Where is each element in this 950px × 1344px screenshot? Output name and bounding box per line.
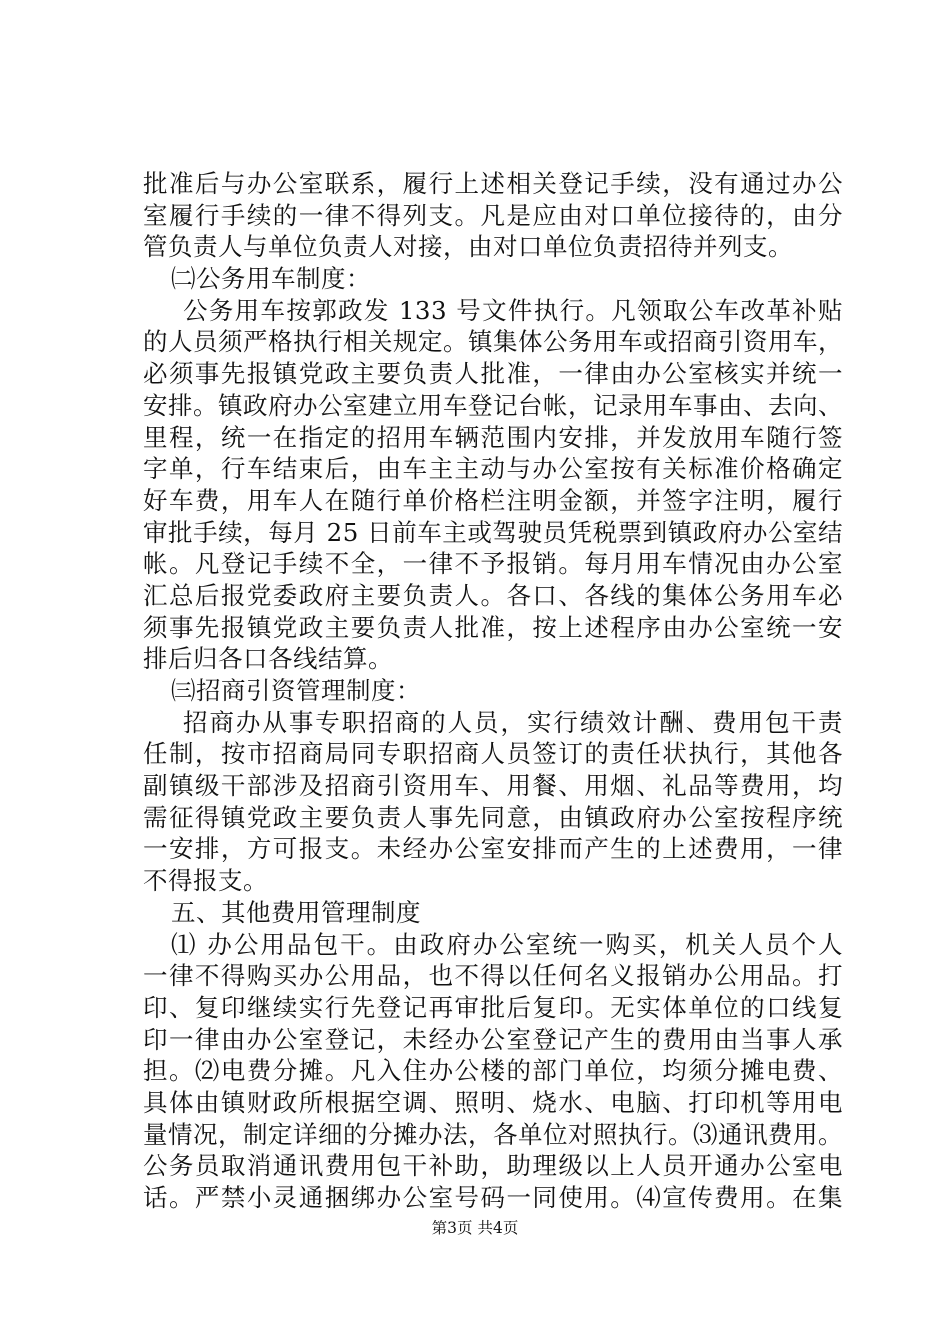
text-line: 一安排，方可报支。未经办公室安排而产生的上述费用，一律 (143, 834, 843, 864)
text-line: 室履行手续的一律不得列支。凡是应由对口单位接待的，由分 (143, 200, 843, 230)
text-line: 一律不得购买办公用品，也不得以任何名义报销办公用品。打 (143, 961, 843, 991)
text-line: 量情况，制定详细的分摊办法，各单位对照执行。⑶通讯费用。 (143, 1119, 843, 1149)
text-line: 批准后与办公室联系，履行上述相关登记手续，没有通过办公 (143, 169, 843, 198)
text-line: 帐。凡登记手续不全，一律不予报销。每月用车情况由办公室 (143, 549, 843, 579)
paragraph-start: ⑴ 办公用品包干。由政府办公室统一购买，机关人员个人 (171, 929, 843, 959)
text-line: 的人员须严格执行相关规定。镇集体公务用车或招商引资用车， (143, 327, 843, 357)
text-line: 印、复印继续实行先登记再审批后复印。无实体单位的口线复 (143, 992, 843, 1022)
paragraph-start: 公务用车按郭政发 133 号文件执行。凡领取公车改革补贴 (183, 295, 843, 325)
text-line: 里程，统一在指定的招用车辆范围内安排，并发放用车随行签 (143, 422, 843, 452)
text-line: 副镇级干部涉及招商引资用车、用餐、用烟、礼品等费用，均 (143, 771, 843, 801)
body-text (143, 168, 843, 1214)
text-line: 必须事先报镇党政主要负责人批准，一律由办公室核实并统一 (143, 359, 843, 389)
section-heading: ㈢招商引资管理制度： (171, 676, 421, 705)
text-line: 不得报支。 (143, 866, 268, 896)
text-line: 安排。镇政府办公室建立用车登记台帐，记录用车事由、去向、 (143, 390, 843, 420)
text-line: 需征得镇党政主要负责人事先同意，由镇政府办公室按程序统 (143, 802, 843, 832)
text-line: 话。严禁小灵通捆绑办公室号码一同使用。⑷宣传费用。在集 (143, 1183, 843, 1212)
text-line: 汇总后报党委政府主要负责人。各口、各线的集体公务用车必 (143, 580, 843, 610)
text-line: 任制，按市招商局同专职招商人员签订的责任状执行，其他各 (143, 739, 843, 769)
section-heading: 五、其他费用管理制度 (171, 897, 421, 927)
paragraph-start: 招商办从事专职招商的人员，实行绩效计酬、费用包干责 (183, 707, 843, 737)
text-line: 字单，行车结束后，由车主主动与办公室按有关标准价格确定 (143, 454, 843, 484)
text-line: 审批手续，每月 25 日前车主或驾驶员凭税票到镇政府办公室结 (143, 517, 843, 547)
text-line: 须事先报镇党政主要负责人批准，按上述程序由办公室统一安 (143, 612, 843, 642)
text-line: 排后归各口各线结算。 (143, 644, 393, 674)
text-line: 担。⑵电费分摊。凡入住办公楼的部门单位，均须分摊电费、 (143, 1056, 843, 1086)
text-line: 具体由镇财政所根据空调、照明、烧水、电脑、打印机等用电 (143, 1087, 843, 1117)
text-line: 好车费，用车人在随行单价格栏注明金额，并签字注明，履行 (143, 485, 843, 515)
page-footer: 第3页 共4页 (431, 1219, 519, 1237)
text-line: 管负责人与单位负责人对接，由对口单位负责招待并列支。 (143, 232, 793, 262)
section-heading: ㈡公务用车制度： (171, 264, 371, 294)
text-line: 公务员取消通讯费用包干补助，助理级以上人员开通办公室电 (143, 1151, 843, 1181)
text-line: 印一律由办公室登记，未经办公室登记产生的费用由当事人承 (143, 1024, 843, 1054)
